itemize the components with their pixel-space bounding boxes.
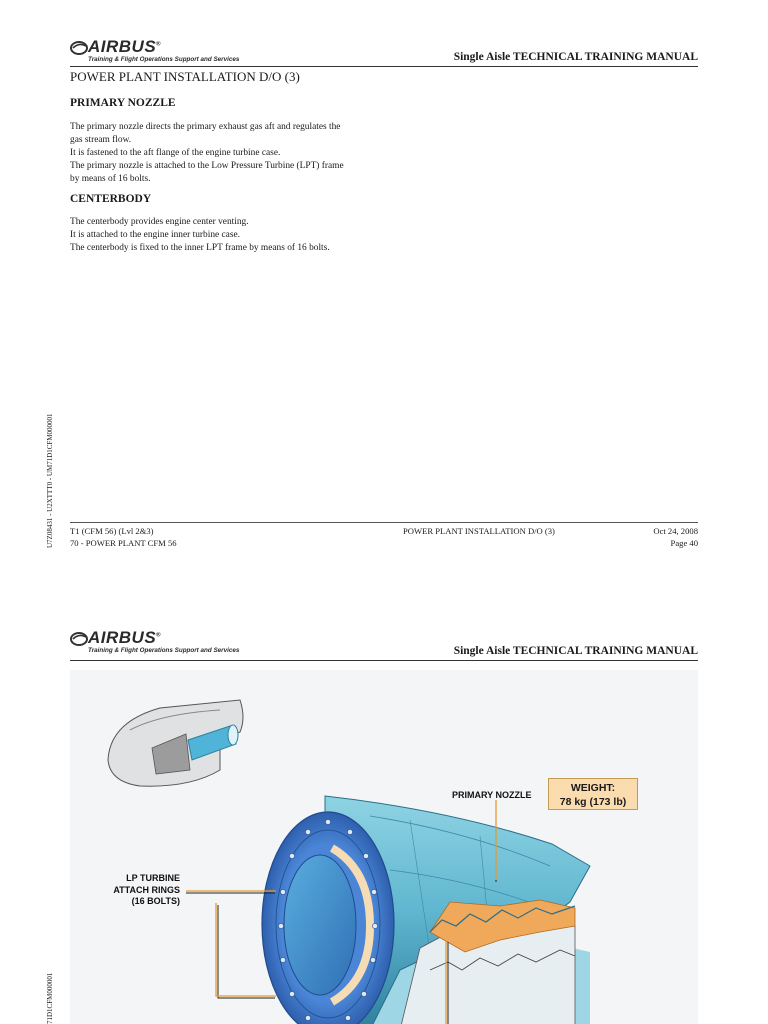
header-divider: [70, 66, 698, 67]
text-line: The primary nozzle is attached to the Low Pressure Turbine (LPT) frame: [70, 161, 344, 171]
manual-page-41: [0, 575, 768, 1024]
footer-divider: [70, 522, 698, 523]
brand-name: AIRBUS®: [88, 628, 162, 647]
text-line: The centerbody is fixed to the inner LPT frame by means of 16 bolts.: [70, 243, 330, 253]
footer-section: POWER PLANT INSTALLATION D/O (3): [403, 526, 555, 536]
primary-nozzle-heading: PRIMARY NOZZLE: [70, 97, 176, 109]
weight-title: WEIGHT:: [570, 782, 616, 794]
airbus-logo: [70, 628, 250, 662]
brand-tagline: Training & Flight Operations Support and Services: [88, 647, 240, 654]
callout-line: (16 BOLTS): [131, 896, 180, 906]
text-line: by means of 16 bolts.: [70, 174, 151, 184]
text-line: It is attached to the engine inner turbine case.: [70, 230, 240, 240]
brand-name: AIRBUS®: [88, 37, 162, 56]
text-line: gas stream flow.: [70, 135, 132, 145]
primary-nozzle-paragraph: [70, 121, 380, 186]
centerbody-heading: CENTERBODY: [70, 193, 152, 205]
footer-page-number: Page 40: [670, 538, 698, 548]
page-title: POWER PLANT INSTALLATION D/O (3): [70, 69, 300, 84]
callout-line: ATTACH RINGS: [113, 884, 180, 895]
text-line: The primary nozzle directs the primary exhaust gas aft and regulates the: [70, 122, 341, 132]
primary-nozzle-figure: [70, 670, 698, 1024]
centerbody-paragraph: [70, 216, 380, 255]
engine-overview-thumbnail: [108, 700, 243, 786]
lp-turbine-attach-ring: [262, 812, 394, 1024]
weight-value: 78 kg (173 lb): [559, 796, 627, 808]
text-line: The centerbody provides engine center venting.: [70, 217, 249, 227]
weight-callout-box: [548, 778, 638, 810]
brand-tagline: Training & Flight Operations Support and Services: [88, 56, 240, 63]
header-divider: [70, 660, 698, 661]
text-line: It is fastened to the aft flange of the engine turbine case.: [70, 148, 281, 158]
lp-turbine-attach-rings-callout: [98, 873, 180, 908]
manual-title: Single Aisle TECHNICAL TRAINING MANUAL: [453, 645, 698, 657]
footer-chapter: 70 - POWER PLANT CFM 56: [70, 538, 177, 548]
callout-line: LP TURBINE: [126, 873, 180, 883]
primary-nozzle-callout: PRIMARY NOZZLE: [452, 790, 532, 800]
manual-title: Single Aisle TECHNICAL TRAINING MANUAL: [453, 51, 698, 63]
document-reference: U7Z08431 - U2XTTT0 - UM71D1CFM000001: [46, 413, 54, 548]
document-reference: 71D1CFM000001: [46, 972, 54, 1024]
footer-date: Oct 24, 2008: [653, 526, 698, 536]
footer-course: T1 (CFM 56) (Lvl 2&3): [70, 526, 154, 536]
nozzle-illustration: [70, 670, 698, 1024]
